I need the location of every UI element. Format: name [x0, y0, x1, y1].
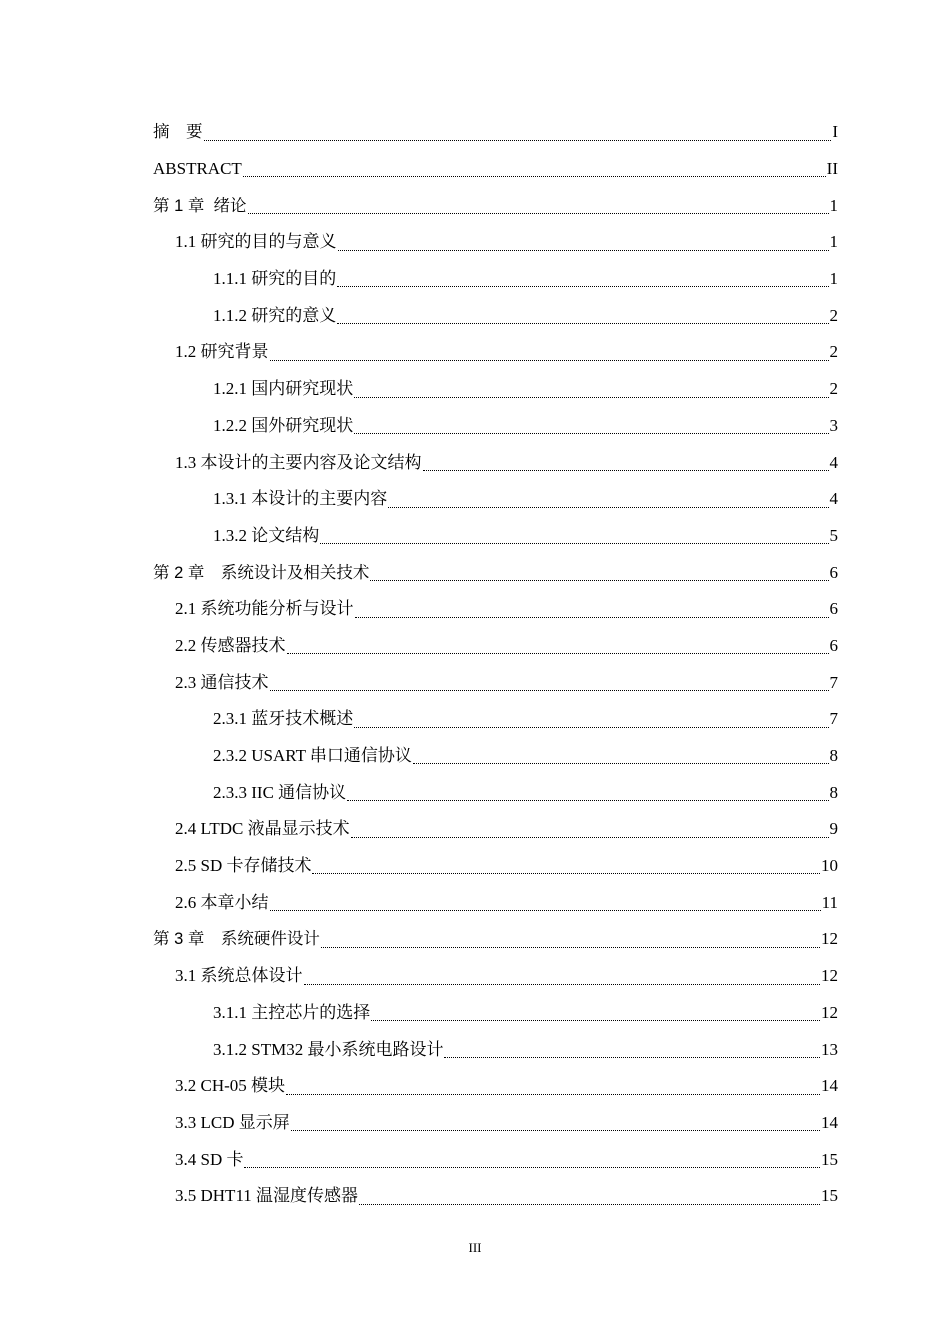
- dot-leader: [248, 213, 829, 214]
- toc-entry-title: 1.1.1 研究的目的: [213, 269, 337, 289]
- toc-entry-title: ABSTRACT: [153, 159, 242, 179]
- toc-entry[interactable]: [0, 518, 950, 555]
- dot-leader: [243, 176, 826, 177]
- toc-entry-title: 3.4 SD 卡: [175, 1149, 244, 1169]
- toc-entry-title: 2.5 SD 卡存储技术: [175, 856, 312, 876]
- toc-entry-title: 第 3 章 系统硬件设计: [153, 930, 320, 949]
- toc-entry-page: 1: [829, 269, 838, 289]
- toc-entry-title: 2.6 本章小结: [175, 892, 269, 912]
- toc-entry-page: 12: [821, 929, 838, 949]
- toc-entry[interactable]: [0, 1141, 950, 1178]
- toc-entry-title: 2.3.2 USART 串口通信协议: [213, 746, 412, 766]
- toc-entry[interactable]: [0, 958, 950, 995]
- toc-entry[interactable]: [0, 591, 950, 628]
- toc-entry[interactable]: [0, 811, 950, 848]
- toc-entry[interactable]: [0, 444, 950, 481]
- toc-entry-page: 11: [821, 892, 838, 912]
- toc-entry[interactable]: [0, 884, 950, 921]
- dot-leader: [270, 690, 829, 691]
- toc-entry-page: 5: [829, 525, 838, 545]
- dot-leader: [388, 507, 828, 508]
- dot-leader: [338, 250, 829, 251]
- toc-entry-title: 3.1 系统总体设计: [175, 966, 303, 986]
- toc-entry[interactable]: [0, 114, 950, 151]
- toc-entry[interactable]: [0, 261, 950, 298]
- toc-entry-page: 13: [821, 1039, 838, 1059]
- toc-entry-page: 8: [829, 782, 838, 802]
- toc-entry[interactable]: [0, 371, 950, 408]
- dot-leader: [270, 910, 821, 911]
- toc-entry[interactable]: [0, 774, 950, 811]
- dot-leader: [320, 543, 828, 544]
- toc-entry-page: 14: [821, 1076, 838, 1096]
- toc-entry-title: 1.1 研究的目的与意义: [175, 232, 337, 252]
- toc-entry-title: 3.1.1 主控芯片的选择: [213, 1002, 371, 1022]
- dot-leader: [354, 433, 828, 434]
- toc-entry-title: 摘 要: [153, 123, 203, 142]
- toc-entry[interactable]: [0, 334, 950, 371]
- toc-entry-page: I: [832, 122, 838, 142]
- toc-entry-page: 4: [829, 452, 838, 472]
- toc-entry-page: 6: [829, 635, 838, 655]
- dot-leader: [337, 323, 828, 324]
- toc-entry[interactable]: [0, 701, 950, 738]
- toc-entry-page: 15: [821, 1149, 838, 1169]
- page-number: III: [468, 1240, 482, 1255]
- dot-leader: [355, 617, 829, 618]
- toc-entry[interactable]: [0, 297, 950, 334]
- toc-entry-page: 15: [821, 1186, 838, 1206]
- table-of-contents: [0, 114, 950, 1215]
- toc-entry-title: 2.1 系统功能分析与设计: [175, 599, 354, 619]
- toc-entry[interactable]: [0, 1068, 950, 1105]
- toc-entry-page: 8: [829, 746, 838, 766]
- dot-leader: [244, 1167, 820, 1168]
- toc-entry[interactable]: [0, 664, 950, 701]
- dot-leader: [312, 873, 820, 874]
- toc-entry-title: 1.3.1 本设计的主要内容: [213, 489, 388, 509]
- toc-entry[interactable]: [0, 738, 950, 775]
- toc-entry-page: 2: [829, 305, 838, 325]
- toc-entry-page: 7: [829, 672, 838, 692]
- toc-entry-title: 1.3.2 论文结构: [213, 525, 320, 545]
- dot-leader: [370, 580, 828, 581]
- toc-entry-title: 第 2 章 系统设计及相关技术: [153, 563, 370, 582]
- toc-entry[interactable]: [0, 481, 950, 518]
- toc-entry-title: 3.3 LCD 显示屏: [175, 1112, 290, 1132]
- toc-entry-title: 2.4 LTDC 液晶显示技术: [175, 819, 350, 839]
- toc-entry-title: 3.2 CH-05 模块: [175, 1076, 286, 1096]
- toc-entry-page: 3: [829, 415, 838, 435]
- dot-leader: [347, 800, 828, 801]
- toc-entry-page: 12: [821, 1002, 838, 1022]
- toc-entry-page: 9: [829, 819, 838, 839]
- dot-leader: [351, 837, 829, 838]
- toc-entry-page: 6: [829, 562, 838, 582]
- toc-entry[interactable]: [0, 921, 950, 958]
- dot-leader: [337, 286, 828, 287]
- dot-leader: [423, 470, 829, 471]
- toc-entry[interactable]: [0, 1105, 950, 1142]
- toc-entry[interactable]: [0, 848, 950, 885]
- dot-leader: [354, 727, 828, 728]
- toc-entry-title: 1.2.2 国外研究现状: [213, 415, 354, 435]
- dot-leader: [413, 763, 829, 764]
- dot-leader: [354, 397, 828, 398]
- toc-entry-title: 1.3 本设计的主要内容及论文结构: [175, 452, 422, 472]
- toc-entry[interactable]: [0, 408, 950, 445]
- dot-leader: [359, 1204, 820, 1205]
- toc-entry-title: 2.2 传感器技术: [175, 635, 286, 655]
- toc-entry-page: 2: [829, 342, 838, 362]
- dot-leader: [270, 360, 829, 361]
- toc-entry-title: 1.2 研究背景: [175, 342, 269, 362]
- toc-entry[interactable]: [0, 224, 950, 261]
- toc-entry-page: 1: [829, 232, 838, 252]
- toc-entry-page: 4: [829, 489, 838, 509]
- dot-leader: [291, 1130, 820, 1131]
- toc-entry-page: II: [826, 159, 838, 179]
- toc-entry[interactable]: [0, 628, 950, 665]
- toc-entry-title: 1.1.2 研究的意义: [213, 305, 337, 325]
- toc-entry[interactable]: [0, 151, 950, 188]
- toc-entry-title: 3.5 DHT11 温湿度传感器: [175, 1186, 359, 1206]
- toc-entry[interactable]: [0, 187, 950, 224]
- dot-leader: [304, 984, 821, 985]
- dot-leader: [371, 1020, 820, 1021]
- dot-leader: [204, 140, 832, 141]
- toc-entry[interactable]: [0, 995, 950, 1032]
- toc-entry-title: 3.1.2 STM32 最小系统电路设计: [213, 1039, 444, 1059]
- dot-leader: [444, 1057, 820, 1058]
- toc-entry[interactable]: [0, 1178, 950, 1215]
- toc-entry-title: 第 1 章 绪论: [153, 196, 247, 215]
- toc-entry-page: 2: [829, 379, 838, 399]
- toc-entry-title: 1.2.1 国内研究现状: [213, 379, 354, 399]
- toc-entry-title: 2.3.3 IIC 通信协议: [213, 782, 347, 802]
- toc-entry-page: 14: [821, 1112, 838, 1132]
- dot-leader: [287, 653, 829, 654]
- dot-leader: [286, 1094, 820, 1095]
- toc-entry-page: 1: [829, 195, 838, 215]
- dot-leader: [321, 947, 820, 948]
- toc-entry[interactable]: [0, 554, 950, 591]
- toc-entry-title: 2.3 通信技术: [175, 672, 269, 692]
- toc-entry-page: 10: [821, 856, 838, 876]
- toc-entry-title: 2.3.1 蓝牙技术概述: [213, 709, 354, 729]
- toc-entry-page: 6: [829, 599, 838, 619]
- toc-entry-page: 12: [821, 966, 838, 986]
- toc-entry-page: 7: [829, 709, 838, 729]
- toc-entry[interactable]: [0, 1031, 950, 1068]
